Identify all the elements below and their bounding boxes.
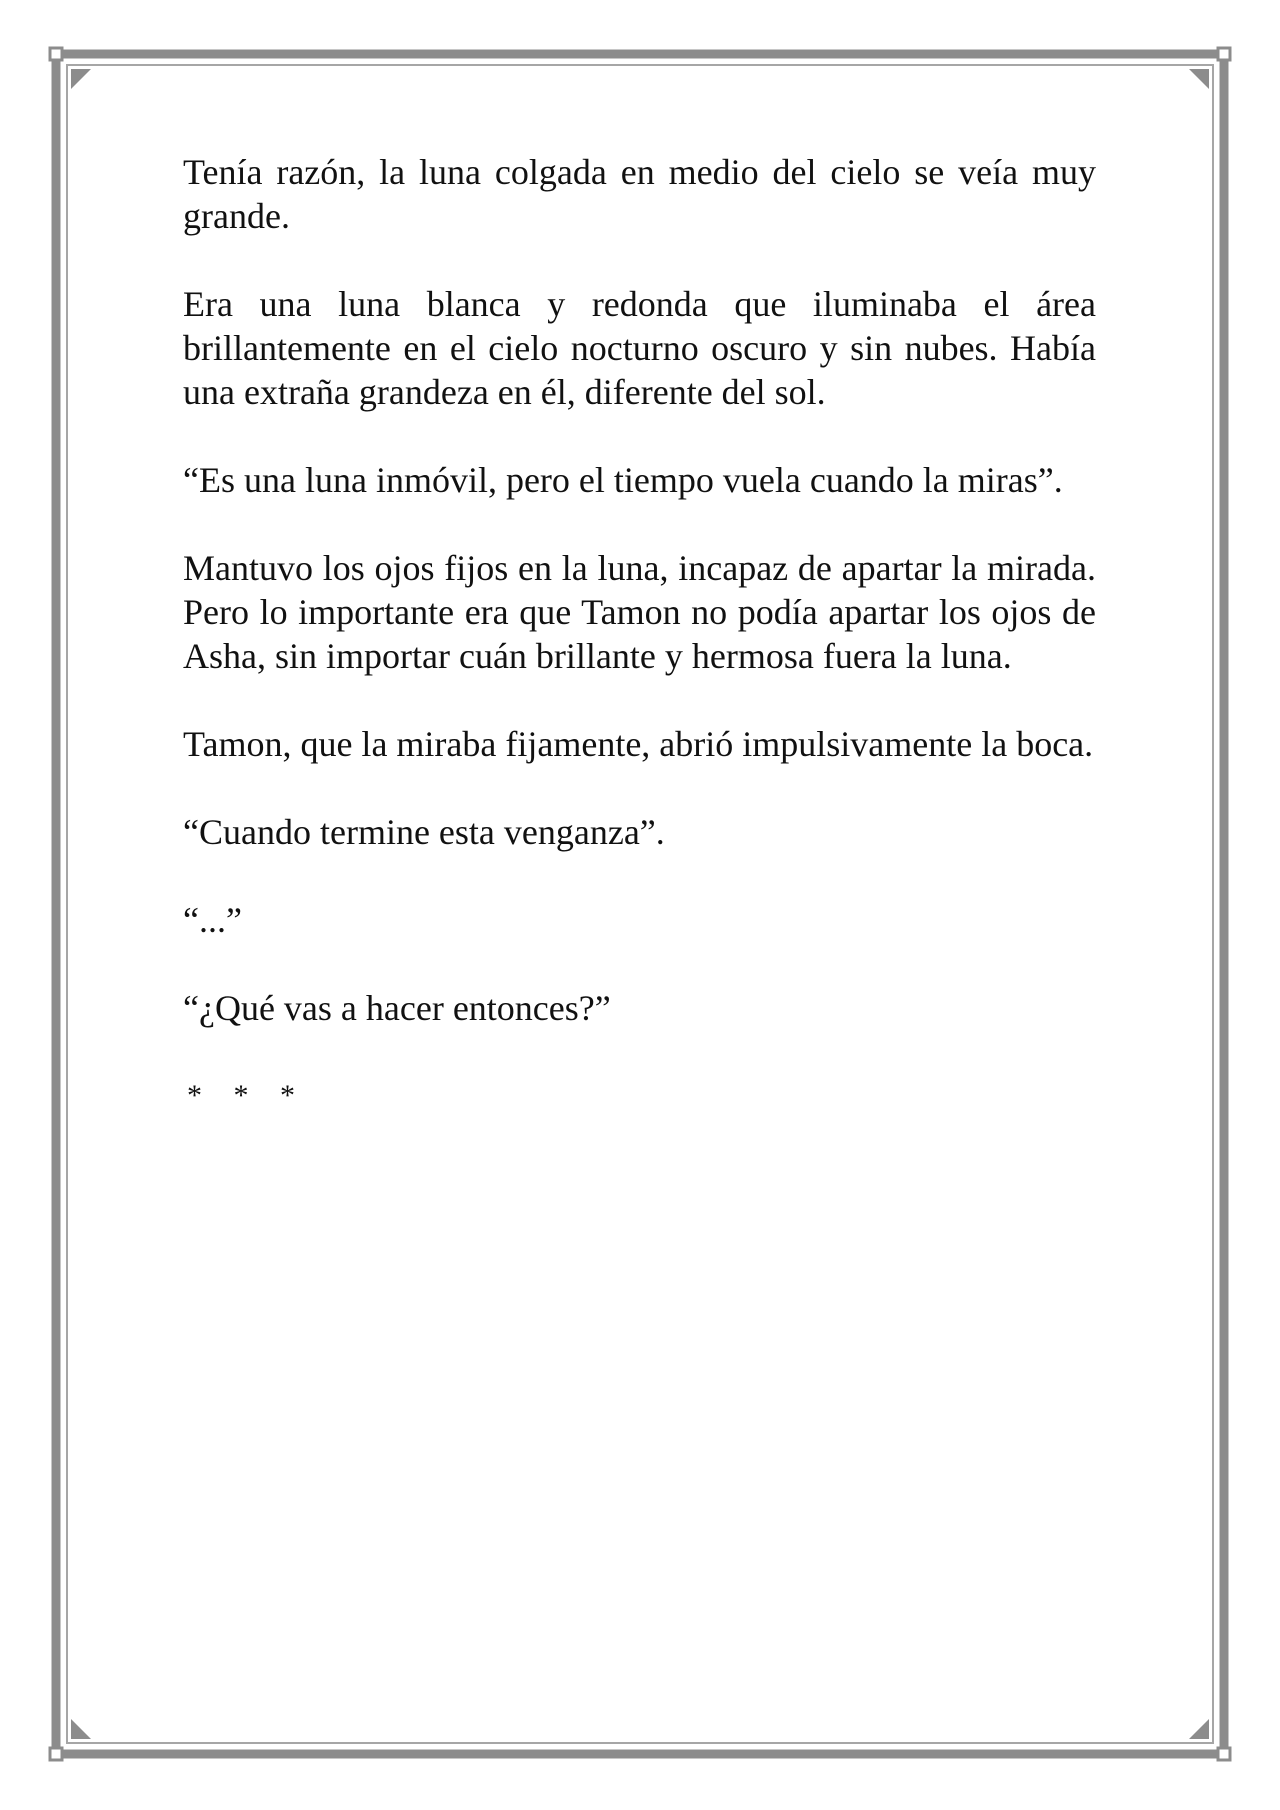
- paragraph-3: “Es una luna inmóvil, pero el tiempo vuela cuando la miras”.: [183, 460, 1063, 500]
- paragraph-7: “...”: [183, 900, 242, 940]
- paragraph-1: Tenía razón, la luna colgada en medio del cielo se veía muy grande.: [183, 152, 1096, 236]
- story-text: [183, 150, 1096, 1118]
- paragraph-5: Tamon, que la miraba fijamente, abrió impulsivamente la boca.: [183, 724, 1094, 764]
- paragraph-8: “¿Qué vas a hacer entonces?”: [183, 988, 611, 1028]
- paragraph-2: Era una luna blanca y redonda que iluminaba el área brillantemente en el cielo nocturno oscuro y sin nubes. Había una extraña grandeza en él, diferente del sol.: [183, 284, 1096, 412]
- paragraph-4: Mantuvo los ojos fijos en la luna, incapaz de apartar la mirada. Pero lo importante era que Tamon no podía apartar los ojos de Asha, sin importar cuán brillante y hermosa fuera la luna.: [183, 548, 1096, 676]
- scene-break: * * *: [187, 1079, 307, 1112]
- paragraph-6: “Cuando termine esta venganza”.: [183, 812, 665, 852]
